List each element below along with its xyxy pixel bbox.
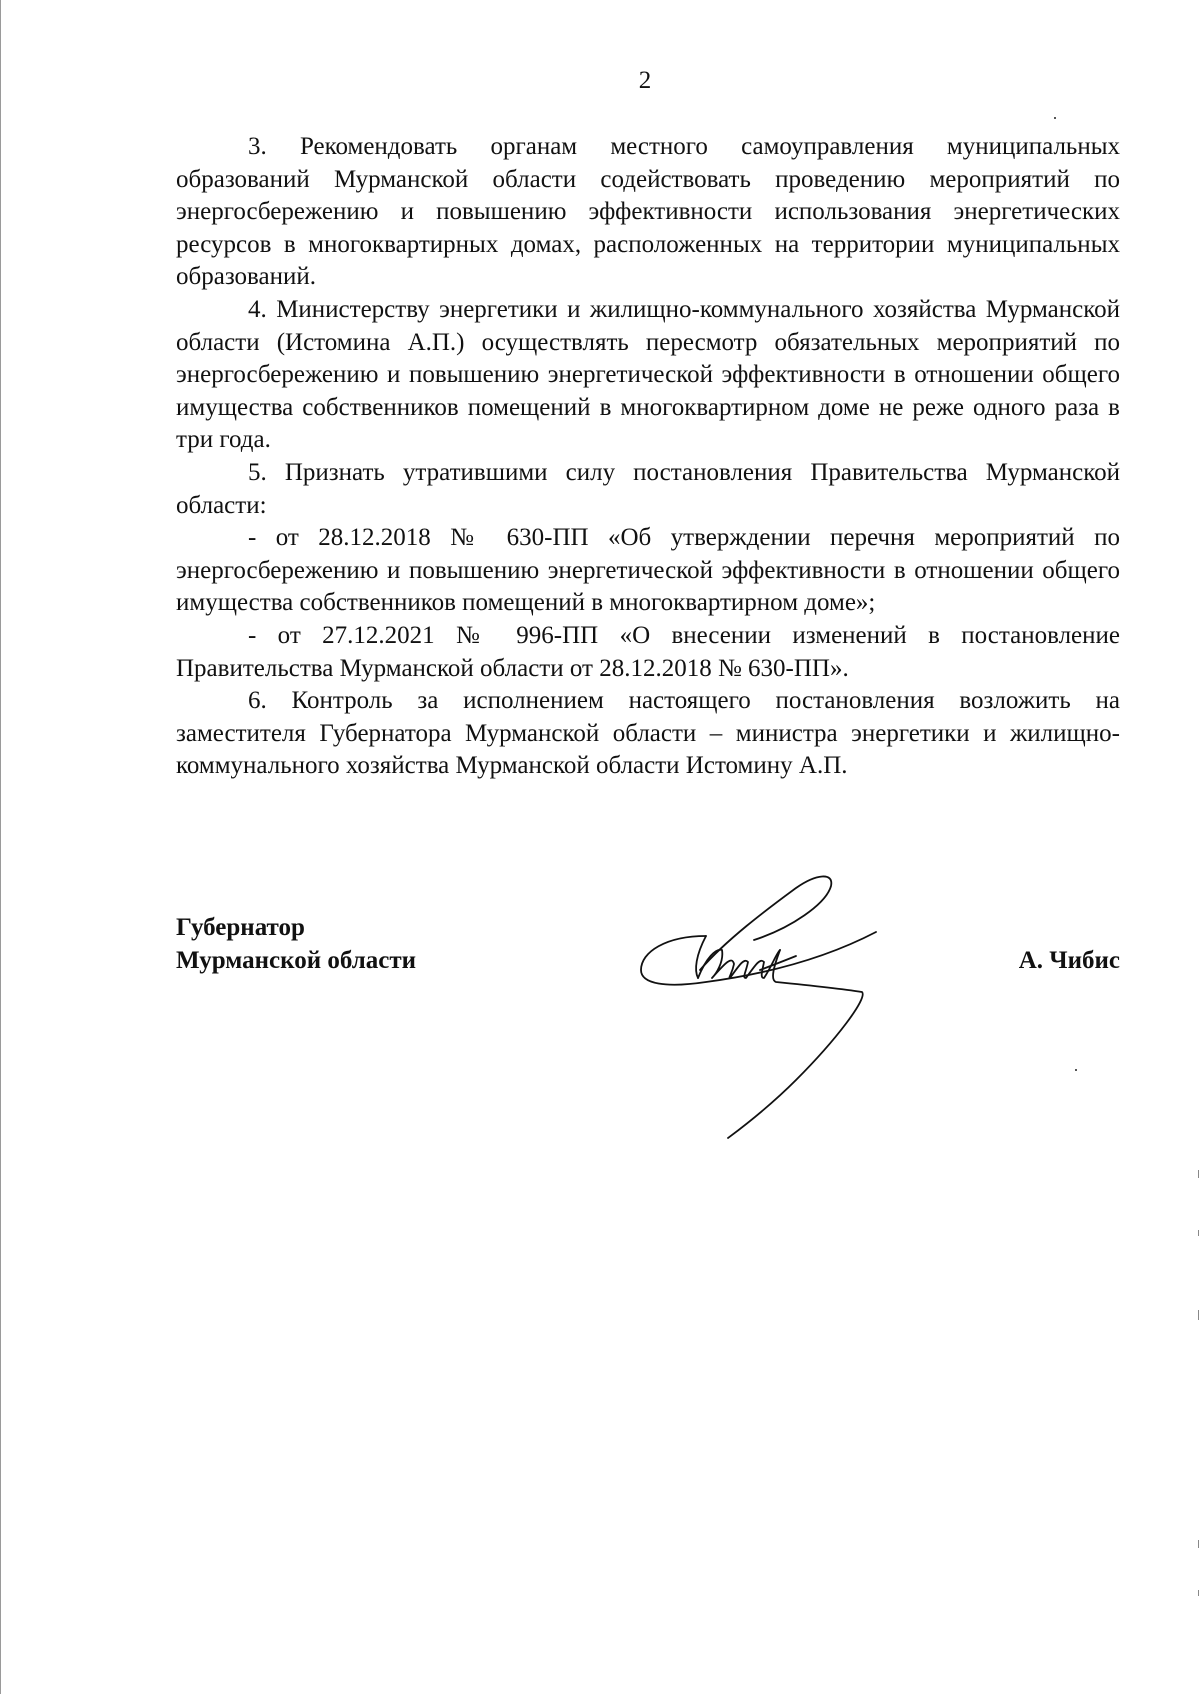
scan-speck <box>1054 117 1056 119</box>
signature-block <box>176 912 1120 1132</box>
scan-edge-mark-right <box>1198 1170 1199 1178</box>
signatory-title <box>176 912 416 977</box>
paragraph-item-3: 3. Рекомендовать органам местного самоуправления муниципальных образований Мурманской области содействовать проведению мероприятий по энергосбережению и повышению эффективности использования энергетических ресурсов в многоквартирных домах, расположенных на территории муниципальных образований. <box>176 133 1120 291</box>
scan-edge-mark-left <box>0 0 1 1694</box>
signatory-name: А. Чибис <box>1018 946 1120 974</box>
paragraph-repeal-2: - от 27.12.2021 № 996-ПП «О внесении изменений в постановление Правительства Мурманской области от 28.12.2018 № 630-ПП». <box>176 621 1120 682</box>
scan-speck <box>1075 1069 1077 1071</box>
scan-edge-mark-right <box>1198 1590 1199 1596</box>
signatory-title-line-2: Мурманской области <box>176 946 417 974</box>
paragraph-item-6: 6. Контроль за исполнением настоящего постановления возложить на заместителя Губернатора Мурманской области – министра энергетики и жилищно-коммунального хозяйства Мурманской области Истомину А.П. <box>176 687 1120 780</box>
scan-edge-mark-right <box>1198 1540 1199 1548</box>
signatory-title-line-1: Губернатор <box>176 914 305 941</box>
paragraph-item-5: 5. Признать утратившими силу постановления Правительства Мурманской области: <box>176 458 1120 519</box>
scan-edge-mark-right <box>1198 1230 1199 1236</box>
scan-edge-mark-right <box>1198 1310 1199 1320</box>
paragraph-item-4: 4. Министерству энергетики и жилищно-коммунального хозяйства Мурманской области (Истомина А.П.) осуществлять пересмотр обязательных мероприятий по энергосбережению и повышению энергетической эффективности в отношении общего имущества собственников помещений в многоквартирном доме не реже одного раза в три года. <box>176 295 1120 454</box>
paragraph-repeal-1: - от 28.12.2018 № 630-ПП «Об утверждении перечня мероприятий по энергосбережению и повышению энергетической эффективности в отношении общего имущества собственников помещений в многоквартирном доме»; <box>176 524 1120 617</box>
page-number: 2 <box>638 67 652 94</box>
document-body <box>176 131 1120 783</box>
handwritten-signature <box>636 870 896 1140</box>
